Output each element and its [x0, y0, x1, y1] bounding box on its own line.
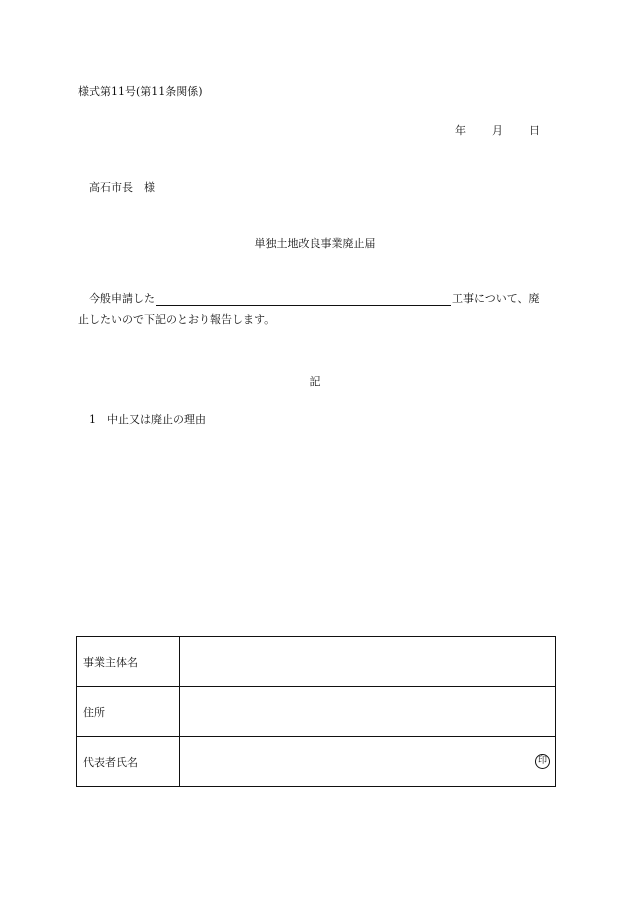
body-text-before-blank: 今般申請した	[89, 292, 155, 305]
date-day-label: 日	[529, 124, 540, 137]
body-line-1	[89, 292, 540, 306]
business-entity-label: 事業主体名	[77, 637, 180, 687]
table-row	[77, 637, 556, 687]
address-field[interactable]	[180, 687, 556, 737]
body-text-after-blank: 工事について、廃	[452, 292, 540, 305]
table-row	[77, 737, 556, 787]
item-1	[89, 413, 206, 427]
item-1-text: 中止又は廃止の理由	[107, 413, 206, 426]
business-entity-field[interactable]	[180, 637, 556, 687]
representative-name-label: 代表者氏名	[77, 737, 180, 787]
address-label: 住所	[77, 687, 180, 737]
body-line-2: 止したいので下記のとおり報告します。	[78, 313, 276, 326]
ki-heading: 記	[309, 375, 321, 388]
table-row	[77, 687, 556, 737]
date-month-label: 月	[492, 124, 503, 137]
item-1-number: 1	[89, 413, 96, 426]
representative-name-field[interactable]	[180, 737, 556, 787]
applicant-info-table	[76, 636, 556, 787]
addressee: 高石市長 様	[89, 181, 155, 194]
form-number: 様式第11号(第11条関係)	[78, 85, 203, 98]
construction-name-blank	[156, 292, 451, 306]
document-title: 単独土地改良事業廃止届	[254, 237, 376, 250]
date-year-label: 年	[455, 124, 466, 137]
seal-icon: 印	[535, 754, 550, 769]
